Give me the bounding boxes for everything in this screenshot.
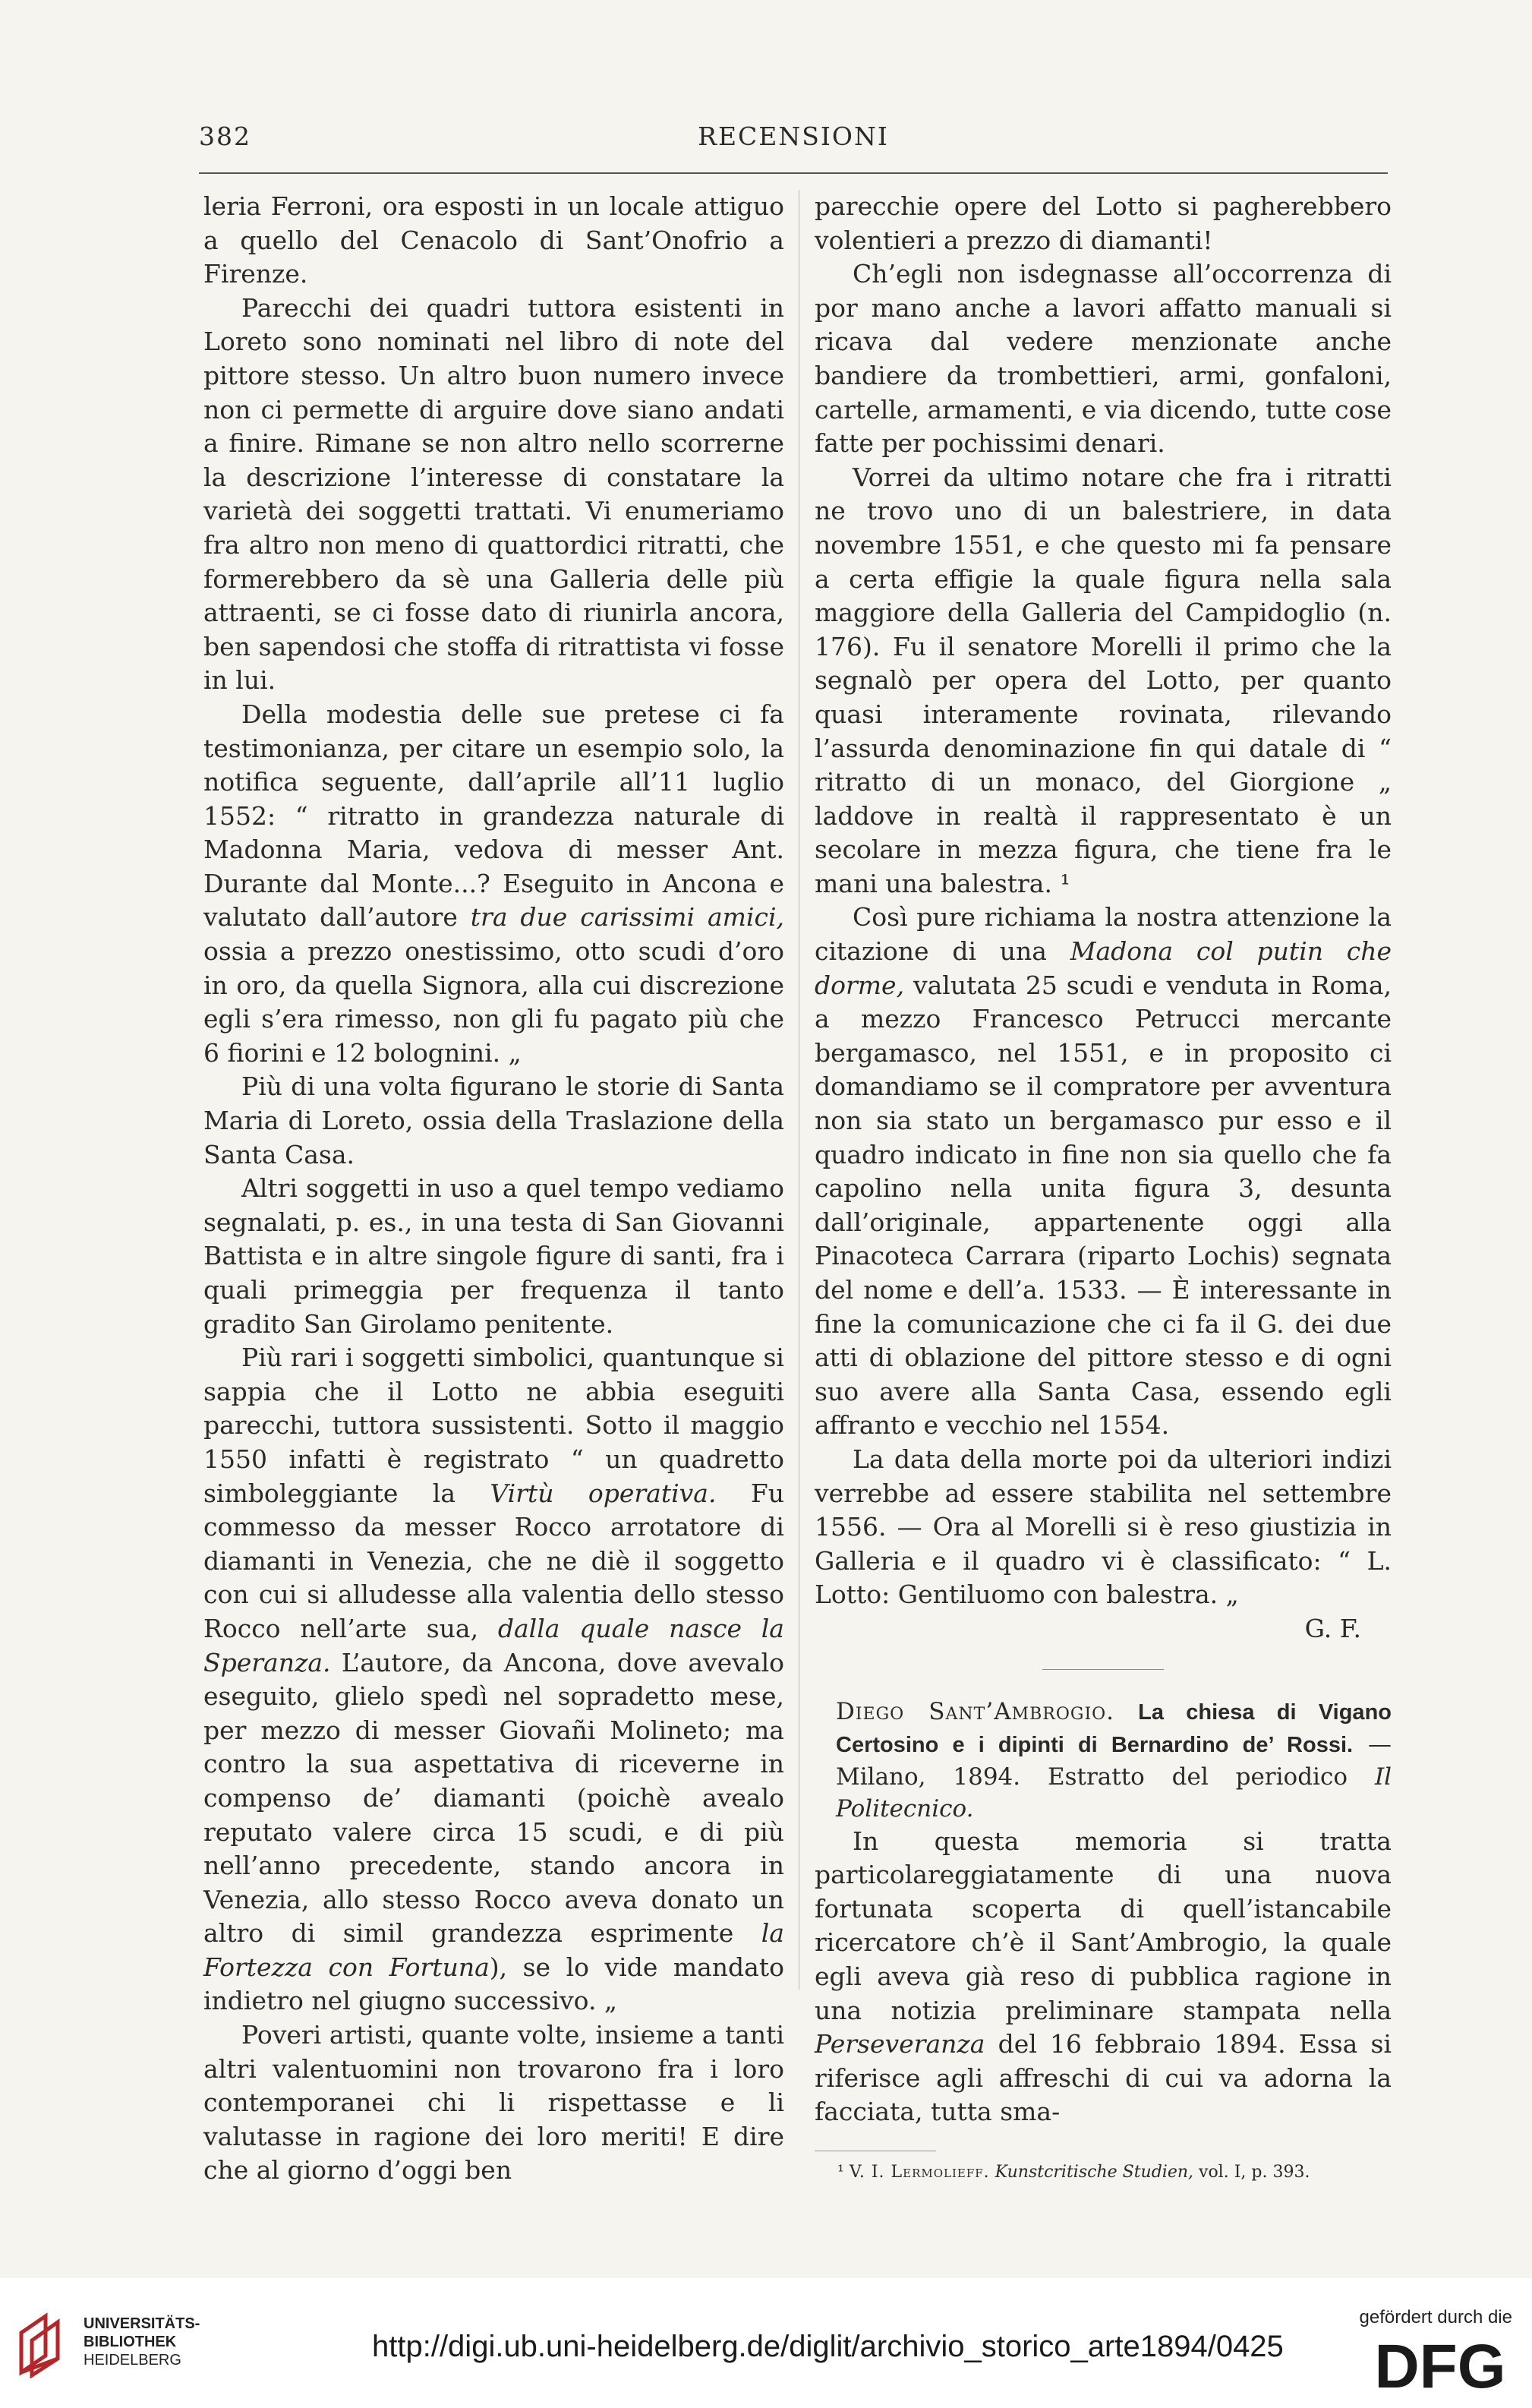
entry-title: La chiesa di Vigano Certosino e i dipinti di Bernardino de’ Rossi. [836,1699,1392,1757]
italic-text: Virtù operativa. [490,1478,717,1508]
paragraph: Parecchi dei quadri tuttora esistenti in Loreto sono nominati nel libro di note del pittore stesso. Un altro buon numero invece non ci permette di arguire dove siano andati a finire. Rimane se non altro nello scorrerne la descrizione l’interesse di constatare la varietà dei soggetti trattati. Vi enumeriamo fra altro non meno di quattordici ritratti, che formerebbero da sè una Galleria delle più attraenti, se ci fosse dato di riunirla ancora, ben sapendosi che stoffa di ritrattista vi fosse in lui. [203,292,784,696]
library-name-line: BIBLIOTHEK [84,2334,177,2350]
text-run: In questa memoria si tratta particolareggiatamente di una nuova fortunata scoperta di quell’istancabile ricercatore ch’è il Sant’Ambrogio, la quale egli aveva già reso di pubblica ragione in una notizia preliminare stampata nella [815,1826,1392,2025]
library-name-line: HEIDELBERG [84,2352,181,2369]
digitization-footer [0,2278,1532,2408]
italic-text: la Fortezza con Fortuna [203,1918,784,1982]
paragraph: parecchie opere del Lotto si pagherebbero volentieri a prezzo di diamanti! [815,191,1392,255]
text-run: ossia a prezzo onestissimo, otto scudi d’oro in oro, da quella Signora, alla cui discrezione egli s’era rimesso, non gli fu pagato più che 6 fiorini e 12 bolognini. „ [203,936,784,1068]
page-number: 382 [199,122,251,151]
header-rule [199,172,1388,174]
left-column [203,190,784,2188]
italic-text: dalla quale nasce la Speranza. [203,1613,784,1677]
footnote-ref: vol. I, p. 393. [1193,2162,1310,2182]
footnote-work: Kunstcritische Studien, [989,2162,1194,2182]
footnote-author: V. I. Lermolieff. [849,2162,990,2182]
section-rule [1042,1669,1164,1670]
entry-periodical: Il Politecnico. [836,1763,1392,1823]
dfg-logo-icon[interactable] [1368,2334,1512,2395]
footnote [815,2162,1392,2183]
italic-text: Madona col putin che dorme, [815,936,1392,1000]
text-run: del 16 febbraio 1894. Essa si riferisce agli affreschi di cui va adorna la facciata, tutta sma- [815,2029,1392,2127]
review-signature: G. F. [1304,1613,1361,1643]
paragraph: leria Ferroni, ora esposti in un locale attiguo a quello del Cenacolo di Sant’Onofrio a Firenze. [203,191,784,289]
text-run: ), se lo vide mandato indietro nel giugno successivo. „ [203,1952,784,2016]
text-run: Fu commesso da messer Rocco arrotatore di diamanti in Venezia, che ne diè il soggetto con cui si alludesse alla valentia dello stesso Rocco nell’arte sua, [203,1478,785,1643]
funded-by-label: gefördert durch die [1359,2307,1512,2328]
page-header [199,122,1388,159]
source-url-link[interactable]: http://digi.ub.uni-heidelberg.de/diglit/archivio_storico_arte1894/0425 [372,2330,1284,2363]
paragraph: La data della morte poi da ulteriori indizi verrebbe ad essere stabilita nel settembre 1556. — Ora al Morelli si è reso giustizia in Galleria e il quadro vi è classificato: “ L. Lotto: Gentiluomo con balestra. „ [815,1444,1392,1610]
paragraph [203,698,784,1071]
paragraph [815,901,1392,1443]
paragraph [815,1825,1392,2129]
paragraph: Vorrei da ultimo notare che fra i ritratti ne trovo uno di un balestriere, in data novembre 1551, e che questo mi fa pensare a certa effigie la quale figura nella sala maggiore della Galleria del Campidoglio (n. 176). Fu il senatore Morelli il primo che la segnalò per opera del Lotto, per quanto quasi interamente rovinata, rilevando l’assurda denominazione fin qui datale di “ ritratto di un monaco, del Giorgione „ laddove in realtà il rappresentato è un secolare in mezza figura, che tiene fra le mani una balestra. ¹ [815,462,1392,898]
text-run: Della modestia delle sue pretese ci fa testimonianza, per citare un esempio solo, la notifica seguente, dall’aprile all’11 luglio 1552: “ ritratto in grandezza naturale di Madonna Maria, vedova di messer Ant. Durante dal Monte...? Eseguito in Ancona e valutato dall’autore [203,699,784,933]
paragraph: Più di una volta figurano le storie di Santa Maria di Loreto, ossia della Traslazione della Santa Casa. [203,1071,784,1169]
library-name-line: UNIVERSITÄTS- [84,2315,200,2332]
text-run: valutata 25 scudi e venduta in Roma, a mezzo Francesco Petrucci mercante bergamasco, nel 1551, e in proposito ci domandiamo se il compratore per avventura non sia stato un bergamasco pur esso e il quadro indicato in fine non sia quello che fa capolino nella unita figura 3, desunta dall’originale, appartenente oggi alla Pinacoteca Carrara (riparto Lochis) segnata del nome e dell’a. 1533. — È interessante in fine la comunicazione che ci fa il G. dei due atti di oblazione del pittore stesso e di ogni suo avere alla Santa Casa, essendo egli affranto e vecchio nel 1554. [815,970,1392,1441]
entry-place: — Milano, 1894. Estratto del periodico [836,1730,1392,1791]
text-run: Più rari i soggetti simbolici, quantunque si sappia che il Lotto ne abbia eseguiti parecchi, tuttora sussistenti. Sotto il maggio 1550 infatti è registrato “ un quadretto simboleggiante la [203,1343,784,1508]
paragraph: Ch’egli non isdegnasse all’occorrenza di por mano anche a lavori affatto manuali si ricava dal vedere menzionate anche bandiere da trombettieri, armi, gonfaloni, cartelle, armamenti, e via dicendo, tutte cose fatte per pochissimi denari. [815,259,1392,459]
library-logo-icon[interactable] [15,2310,68,2378]
paragraph: Altri soggetti in uso a quel tempo vediamo segnalati, p. es., in una testa di San Giovanni Battista e in altre singole figure di santi, fra i quali primeggia per frequenza il tanto gradito San Girolamo penitente. [203,1173,784,1339]
paragraph: Poveri artisti, quante volte, insieme a tanti altri valentuomini non trovarono fra i loro contemporanei chi li rispettasse e li valutasse in ragione dei loro meriti! E dire che al giorno d’oggi ben [203,2020,784,2186]
text-run: L’autore, da Ancona, dove avevalo eseguito, glielo spedì nel sopradetto mese, per mezzo di messer Giovañi Molineto; ma contro la sua aspettativa di riceverne in compenso de’ diamanti (poichè avealo reputato valere circa 15 scudi, e di più nell’anno precedente, stando ancora in Venezia, allo stesso Rocco aveva donato un altro di simil grandezza esprimente [203,1647,784,1949]
italic-text: tra due carissimi amici, [470,902,784,933]
italic-text: Perseveranza [815,2029,985,2059]
dfg-logo-text: DFG [1374,2334,1506,2395]
right-column [815,190,1392,2183]
footnote-number: ¹ [837,2162,850,2182]
paragraph [203,1341,784,2018]
library-name [84,2315,200,2369]
bibliographic-entry [815,1696,1392,1825]
entry-author: Diego Sant’Ambrogio. [836,1697,1115,1725]
text-run: Così pure richiama la nostra attenzione la citazione di una [815,902,1392,967]
running-head: RECENSIONI [698,122,889,151]
